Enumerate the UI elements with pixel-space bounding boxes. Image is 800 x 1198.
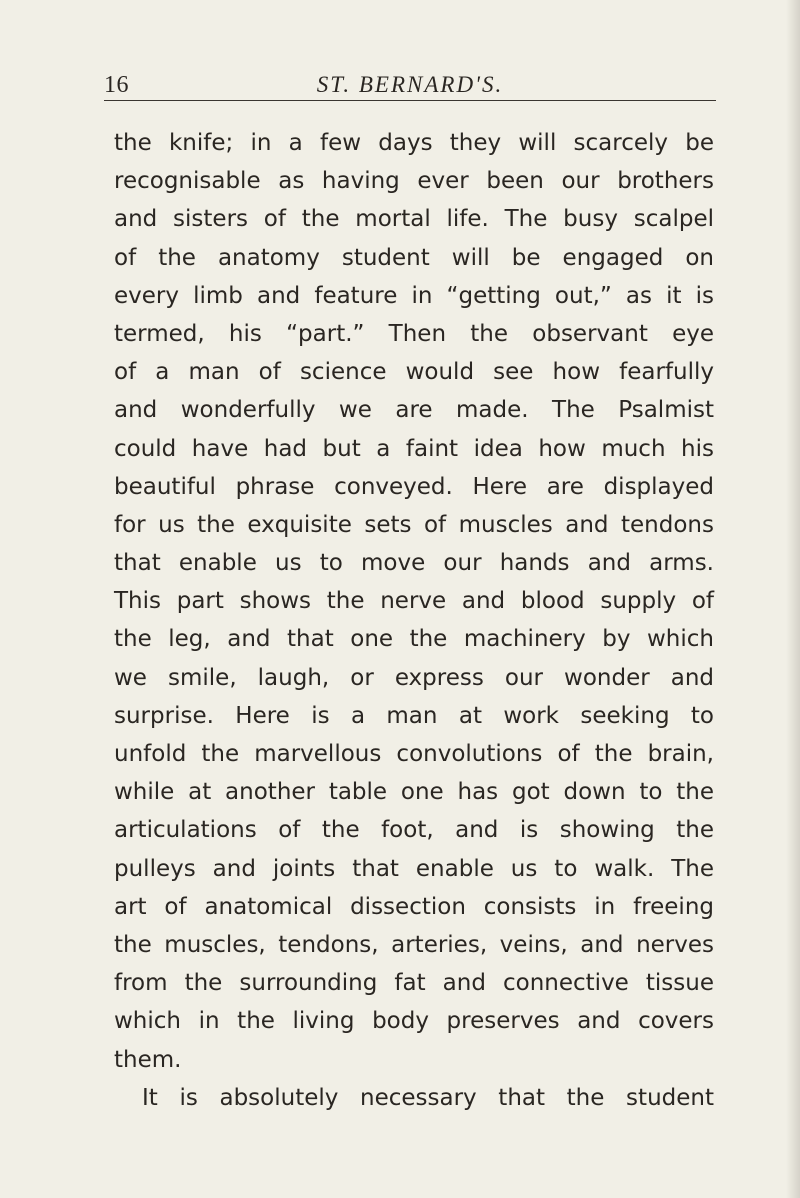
text-line: the leg, and that one the machinery by which <box>114 626 714 653</box>
text-line: the knife; in a few days they will scarcely be <box>114 130 714 156</box>
text-line: and sisters of the mortal life. The busy scalpel <box>114 206 714 233</box>
text-line: beautiful phrase conveyed. Here are displayed <box>114 473 714 500</box>
text-line: unfold the marvellous convolutions of the brain, <box>114 741 714 767</box>
text-line: This part shows the nerve and blood supply of <box>114 588 714 615</box>
page-edge-shadow <box>786 0 800 1198</box>
text-line: them. <box>114 1046 182 1073</box>
text-line: of the anatomy student will be engaged on <box>114 244 714 271</box>
text-line: of a man of science would see how fearfully <box>114 359 714 386</box>
header-rule <box>104 100 716 101</box>
text-line: every limb and feature in “getting out,” as it is <box>114 282 714 309</box>
text-line: could have had but a faint idea how much his <box>114 435 714 462</box>
body-text <box>114 132 714 1125</box>
text-line: the muscles, tendons, arteries, veins, and nerves <box>114 931 714 958</box>
text-line: It is absolutely necessary that the student <box>142 1084 714 1111</box>
text-line: for us the exquisite sets of muscles and tendons <box>114 511 714 538</box>
text-line: art of anatomical dissection consists in freeing <box>114 893 714 920</box>
text-line: while at another table one has got down to the <box>114 779 714 806</box>
text-line: that enable us to move our hands and arms. <box>114 550 714 577</box>
text-line: pulleys and joints that enable us to walk. The <box>114 855 714 882</box>
text-line: termed, his “part.” Then the observant eye <box>114 320 714 347</box>
text-line: from the surrounding fat and connective tissue <box>114 970 714 997</box>
running-head: ST. BERNARD'S. <box>316 72 504 97</box>
text-line: surprise. Here is a man at work seeking to <box>114 702 714 729</box>
text-line: which in the living body preserves and covers <box>114 1008 714 1035</box>
text-line: recognisable as having ever been our brothers <box>114 168 714 195</box>
text-line: and wonderfully we are made. The Psalmist <box>114 397 714 424</box>
text-line: we smile, laugh, or express our wonder and <box>114 664 714 691</box>
text-line: articulations of the foot, and is showing the <box>114 817 714 844</box>
page-number: 16 <box>104 72 129 98</box>
page-header <box>104 72 716 112</box>
